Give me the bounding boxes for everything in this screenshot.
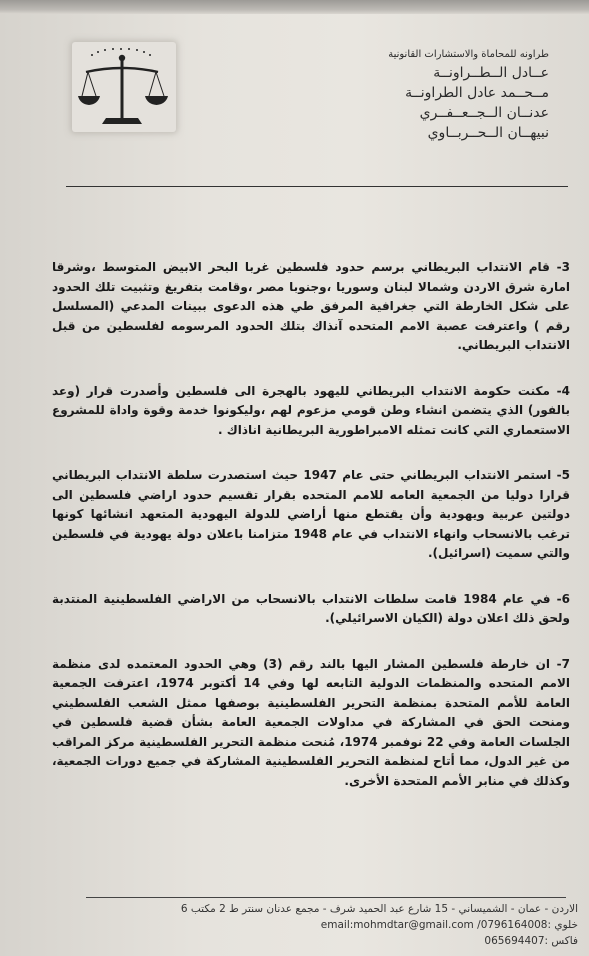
header-divider [66, 186, 568, 187]
lawyer-name: مــحــمد عادل الطراونــة [405, 85, 549, 101]
firm-letterhead [229, 48, 549, 143]
lawyer-name: عــادل الــطــراونــة [433, 65, 549, 81]
lawyer-name: عدنــان الــجــعــفــري [419, 105, 549, 121]
clause-3 [52, 258, 570, 356]
document-body [52, 258, 570, 817]
lawyer-name: نبيهــان الــحــربــاوي [427, 125, 549, 141]
clause-number: 3- [556, 260, 570, 274]
clause-5 [52, 466, 570, 564]
scales-of-justice-icon [72, 42, 176, 132]
scan-edge [0, 0, 589, 14]
firm-name: طراونه للمحاماة والاستشارات القانونية [388, 49, 549, 60]
firm-logo [72, 42, 176, 132]
clause-number: 6- [556, 591, 570, 606]
footer [158, 901, 578, 949]
footer-fax: فاكس :065694407 [484, 935, 578, 947]
clause-number: 4- [556, 383, 571, 398]
clause-text: قام الانتداب البريطاني برسم حدود فلسطين غربا البحر الابيض المتوسط ،وشرقا امارة شرق الاردن وشمالا لبنان وسوريا ،وجنوبا مصر ،وقامت بتفريغ وتثبيت تلك الحدود على شكل الخارطة التي جغرافية المرفق طي هذه الدعوى ببينات المدعي (المسلسل رقم ) واعترفت عصبة الامم المتحده آنذاك بتلك الحدود المرسومه لفلسطين من قبل الانتداب البريطاني. [52, 260, 570, 352]
clause-7 [52, 655, 570, 792]
clause-text: مكنت حكومة الانتداب البريطاني لليهود بالهجرة الى فلسطين وأصدرت قرار (وعد بالفور) الذي يتضمن انشاء وطن قومي مزعوم لهم ،وليكونوا خدمة وقوة واداة للمشروع الاستعماري التي كانت تمثله الامبراطورية البريطانية اناذاك . [52, 383, 570, 437]
clause-text: استمر الانتداب البريطاني حتى عام 1947 حيث استصدرت سلطة الانتداب البريطاني قرارا دوليا من الجمعية العامه للامم المتحده بقرار تقسيم حدود اراضي فلسطين الى دولتين عربية ويهودية وأن يقتطع منها أراضي للدولة اليهودية المتعهد انشائها كونها ترغب بالانسحاب وانهاء الانتداب في عام 1948 متزامنا باعلان دولة يهودية في فلسطين والتي سميت (اسرائيل). [52, 468, 570, 560]
clause-text: ان خارطة فلسطين المشار اليها بالند رقم (3) وهي الحدود المعتمده لدى منظمة الامم المتحده والمنظمات الدولية التابعه لها وفي 14 أكتوبر 1974، اعترفت الجمعية العامة للأمم المتحدة بمنظمة التحرير الفلسطينية بوصفها ممثل الشعب الفلسطيني ومنحت الحق في المشاركة في مداولات الجمعية العامة بشأن قضية فلسطين في الجلسات العامة وفي 22 نوفمبر 1974، مُنحت منظمة التحرير الفلسطينية مركز المراقب من غير الدول، مما أتاح لمنظمة التحرير الفلسطينية المشاركة في جميع دورات الجمعية، وكذلك في منابر الأمم المتحدة الأخرى. [52, 656, 570, 788]
clause-number: 5- [556, 468, 570, 482]
footer-divider [86, 897, 566, 898]
footer-contact: خلوي :0796164008/ email:mohmdtar@gmail.com [320, 919, 578, 931]
footer-address: الاردن - عمان - الشميساني - 15 شارع عبد الحميد شرف - مجمع عدنان سنتر ط 2 مكتب 6 [180, 903, 578, 915]
clause-number: 7- [556, 656, 570, 671]
clause-text: في عام 1984 قامت سلطات الانتداب بالانسحاب من الاراضي الفلسطينية المنتدبة ولحق ذلك اعلان دولة (الكيان الاسرائيلي). [52, 591, 570, 625]
clause-4 [52, 382, 570, 441]
clause-6 [52, 590, 570, 629]
